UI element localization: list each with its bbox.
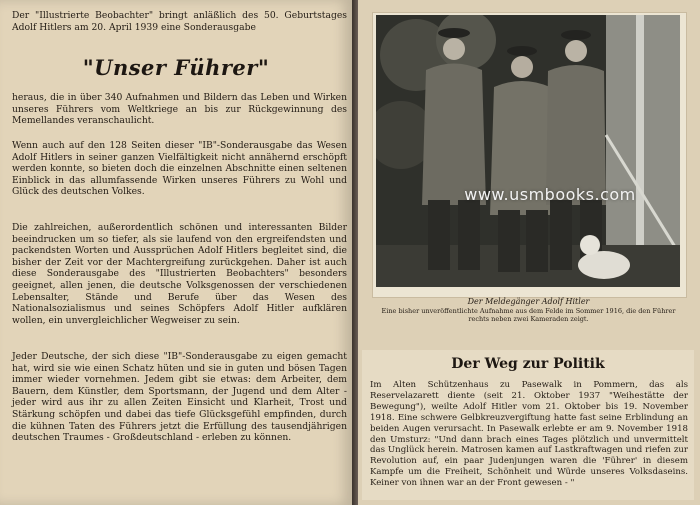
watermark: www.usmbooks.com [464,185,636,204]
paragraph-4: Jeder Deutsche, der sich diese "IB"-Sonderausgabe zu eigen gemacht hat, wird sie wie einen Schatz hüten und sie in guten und bösen Tagen immer wieder vornehmen. Jedem gibt sie etwas: dem Arbeiter, dem Bauern, dem Künstler, dem Sportsmann, der Jugend und dem Alter - jeder wird aus ihr zu allen Zeiten Einsicht und Klarheit, Trost und Stärkung schöpfen und dabei das tiefe Glücksgefühl empfinden, durch die kühnen Taten des Führers jetzt die Erfüllung des tausendjährigen deutschen Traumes - Großdeutschland - erleben zu können. [12,351,347,444]
photo-caption: Eine bisher unveröffentlichte Aufnahme aus dem Felde im Sommer 1916, die den Führer rechts neben zwei Kameraden zeigt. [381,307,676,323]
page-title: "Unser Führer" [82,55,270,80]
photo-illustration [376,15,680,287]
soldiers-photo [376,15,680,287]
paragraph-3: Die zahlreichen, außerordentlich schönen und interessanten Bilder beeindrucken um so tiefer, als sie laufend von den ergreifendsten und packendsten Worten und Aussprüchen Adolf Hitlers begleitet sind, die bisher der Zeit vor der Machtergreifung zurückgehen. Daher ist auch diese Sonderausgabe des "Illustrierten Beobachters" besonders geeignet, allen jenen, die deutsche Volksgenossen der verschiedenen Lebensalter, Stände und Berufe über das Wesen des Nationalsozialismus und seines Schöpfers Adolf Hitler aufklären wollen, ein unvergleichlicher Wegweiser zu sein. [12,222,347,326]
intro-text: Der "Illustrierte Beobachter" bringt anläßlich des 50. Geburtstages Adolf Hitlers am 20. April 1939 eine Sonderausgabe [12,10,347,33]
article-title: Der Weg zur Politik [451,356,605,372]
paragraph-1: heraus, die in über 340 Aufnahmen und Bildern das Leben und Wirken unseres Führers vom Weltkriege an bis zur Rückgewinnung des Memellandes veranschaulicht. [12,92,347,127]
photo-caption-title: Der Meldegänger Adolf Hitler [467,297,590,306]
article-text: Im Alten Schützenhaus zu Pasewalk in Pommern, das als Reservelazarett diente (seit 21. Oktober 1937 "Weihestätte der Bewegung"), weilte Adolf Hitler vom 21. Oktober bis 19. November 1918. Eine schwere Gelbkreuzvergiftung hatte fast seine Erblindung an beiden Augen verursacht. In Pasewalk erlebte er am 9. November 1918 den Umsturz: "Und dann brach eines Tages plötzlich und unvermittelt das Unglück herein. Matrosen kamen auf Lastkraftwagen und riefen zur Revolution auf, ein paar Judenjungen waren die 'Führer' in diesem Kampfe um die Freiheit, Schönheit und Würde unseres Volksdaseins. Keiner von ihnen war an der Front gewesen - " [370,380,688,489]
paragraph-2: Wenn auch auf den 128 Seiten dieser "IB"-Sonderausgabe das Wesen Adolf Hitlers in seiner ganzen Vielfältigkeit nicht annähernd erschöpft werden konnte, so bieten doch die einzelnen Abschnitte einen seltenen Einblick in das allumfassende Wirken unseres Führers zu Wohl und Glück des deutschen Volkes. [12,140,347,198]
